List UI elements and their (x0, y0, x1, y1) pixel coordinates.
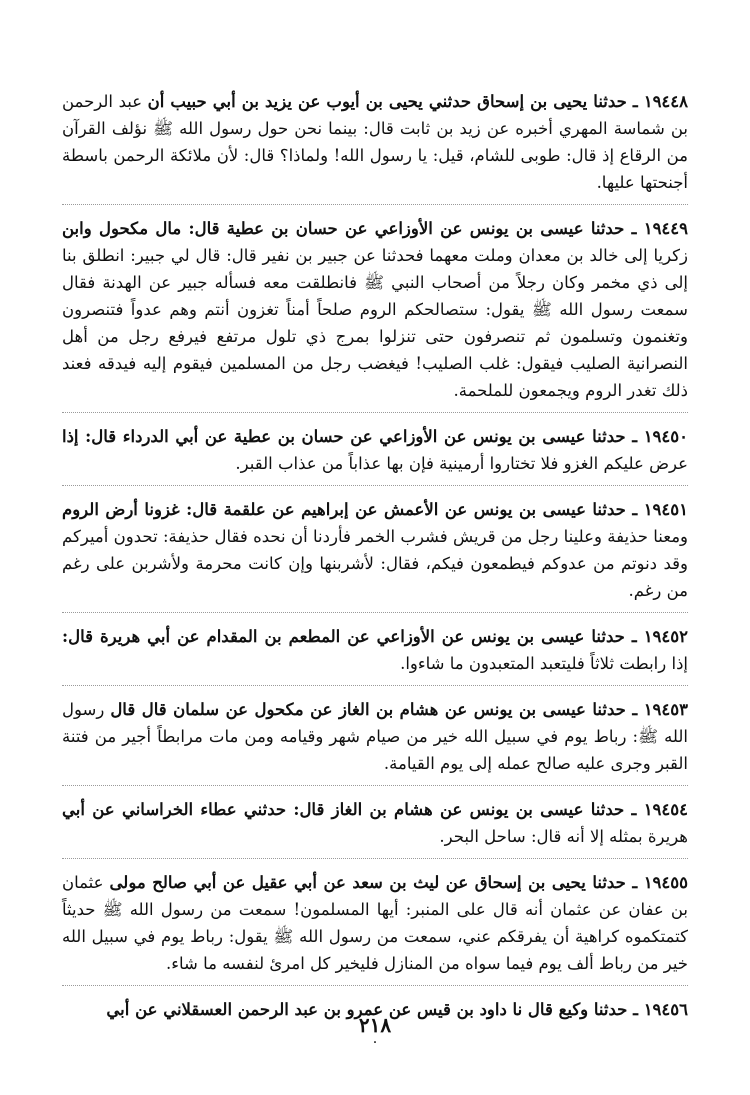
hadith-dash: ـ (626, 92, 644, 111)
hadith-number: ١٩٤٥٠ (643, 427, 688, 446)
hadith-dash: ـ (625, 500, 644, 519)
hadith-number: ١٩٤٥٦ (643, 1000, 688, 1019)
hadith-entry (62, 215, 688, 404)
hadith-text: هريرة بمثله إلا أنه قال: ساحل البحر. (439, 827, 688, 846)
hadith-entry (62, 423, 688, 477)
hadith-entry (62, 88, 688, 196)
hadith-chain: حدثنا يحيى بن إسحاق حدثني يحيى بن أيوب عن يزيد بن أبي حبيب أن (147, 92, 627, 111)
hadith-dash: ـ (625, 700, 644, 719)
hadith-entry (62, 796, 688, 850)
hadith-dash: ـ (624, 800, 644, 819)
hadith-chain: حدثنا عيسى بن يونس عن الأوزاعي عن المطعم بن المقدام عن أبي هريرة قال: (62, 627, 625, 646)
hadith-number: ١٩٤٤٩ (643, 219, 689, 238)
hadith-chain: حدثنا عيسى بن يونس عن الأعمش عن إبراهيم عن علقمة قال: غزونا أرض الروم (62, 500, 626, 519)
hadith-dash: ـ (625, 427, 644, 446)
hadith-number: ١٩٤٥٣ (643, 700, 688, 719)
page-number (0, 1013, 750, 1045)
hadith-number: ١٩٤٥٥ (643, 873, 688, 892)
hadith-dash: ـ (625, 873, 644, 892)
hadith-number: ١٩٤٥٢ (643, 627, 688, 646)
hadith-number: ١٩٤٥١ (643, 500, 688, 519)
page-number-dot: . (373, 1035, 377, 1046)
entry-separator (62, 785, 688, 786)
hadith-list (62, 88, 688, 1023)
hadith-dash: ـ (627, 1000, 644, 1019)
hadith-number: ١٩٤٥٤ (643, 800, 688, 819)
hadith-chain: حدثنا عيسى بن يونس عن هشام بن الغاز قال: حدثني عطاء الخراساني عن أبي (62, 800, 625, 819)
hadith-text: عبد الرحمن بن شماسة المهري أخبره عن زيد بن ثابت قال: بينما نحن حول رسول الله ﷺ نؤلف القرآن من الرقاع إذ قال: طوبى للشام، قيل: يا رسول الله! ولماذا؟ قال: لأن ملائكة الرحمن باسطة أجنحتها عليها. (62, 92, 688, 192)
hadith-chain: حدثنا عيسى بن يونس عن هشام بن الغاز عن مكحول عن سلمان قال قال (110, 700, 626, 719)
hadith-entry (62, 496, 688, 604)
hadith-chain: حدثنا وكيع قال نا داود بن قيس عن عمرو بن عبد الرحمن العسقلاني عن أبي (106, 1000, 628, 1019)
entry-separator (62, 412, 688, 413)
hadith-text: ومعنا حذيفة وعلينا رجل من قريش فشرب الخمر فأردنا أن نحده فقال حذيفة: تحدون أميركم وقد دنوتم من عدوكم فيطمعون فيكم، فقال: لأشربنها وإن كانت محرمة ولأشربن على رغم من رغم. (62, 527, 688, 600)
hadith-text: زكريا إلى خالد بن معدان وملت معهما فحدثنا عن جبير بن نفير قال: قال لي جبير: انطلق بنا إلى ذي مخمر وكان رجلاً من أصحاب النبي ﷺ فانطلقت معه فسأله جبير عن الهدنة فقال سمعت رسول الله ﷺ يقول: ستصالحكم الروم صلحاً أمناً تغزون أنتم وهم عدواً فتنصرون وتغنمون وتسلمون ثم تنصرفون حتى تنزلوا بمرج ذي تلول مرتفع فيرفع رجل من أهل النصرانية الصليب فيقول: غلب الصليب! فيغضب رجل من المسلمين فيقوم إليه فيدقه فعند ذلك تغدر الروم ويجمعون للملحمة. (62, 246, 688, 400)
hadith-chain: حدثنا عيسى بن يونس عن الأوزاعي عن حسان بن عطية قال: مال مكحول وابن (62, 219, 625, 238)
hadith-text: عرض عليكم الغزو فلا تختاروا أرمينية فإن بها عذاباً من عذاب القبر. (235, 454, 688, 473)
hadith-number: ١٩٤٤٨ (643, 92, 689, 111)
hadith-text: عثمان بن عفان عن عثمان أنه قال على المنبر: أيها المسلمون! سمعت من رسول الله ﷺ حديثاً كتمتكموه كراهية أن يفرقكم عني، سمعت من رسول الله ﷺ يقول: رباط يوم في سبيل الله خير من رباط ألف يوم فيما سواه من المنازل فليخير كل امرئ لنفسه ما شاء. (62, 873, 688, 973)
entry-separator (62, 485, 688, 486)
hadith-chain: حدثنا يحيى بن إسحاق عن ليث بن سعد عن أبي عقيل عن أبي صالح مولى (109, 873, 626, 892)
hadith-text: إذا رابطت ثلاثاً فليتعبد المتعبدون ما شاءوا. (400, 654, 688, 673)
hadith-entry (62, 623, 688, 677)
hadith-text: رسول الله ﷺ: رباط يوم في سبيل الله خير من صيام شهر وقيامه ومن مات مرابطاً أجير من فتنة القبر وجرى عليه صالح عمله إلى يوم القيامة. (62, 700, 688, 773)
entry-separator (62, 204, 688, 205)
hadith-entry (62, 696, 688, 777)
hadith-chain: حدثنا عيسى بن يونس عن الأوزاعي عن حسان بن عطية عن أبي الدرداء قال: إذا (62, 427, 626, 446)
hadith-entry (62, 869, 688, 977)
entry-separator (62, 612, 688, 613)
hadith-dash: ـ (624, 627, 644, 646)
entry-separator (62, 685, 688, 686)
page-number-text: ٢١٨ (358, 1013, 392, 1037)
hadith-dash: ـ (624, 219, 644, 238)
entry-separator (62, 858, 688, 859)
entry-separator (62, 985, 688, 986)
